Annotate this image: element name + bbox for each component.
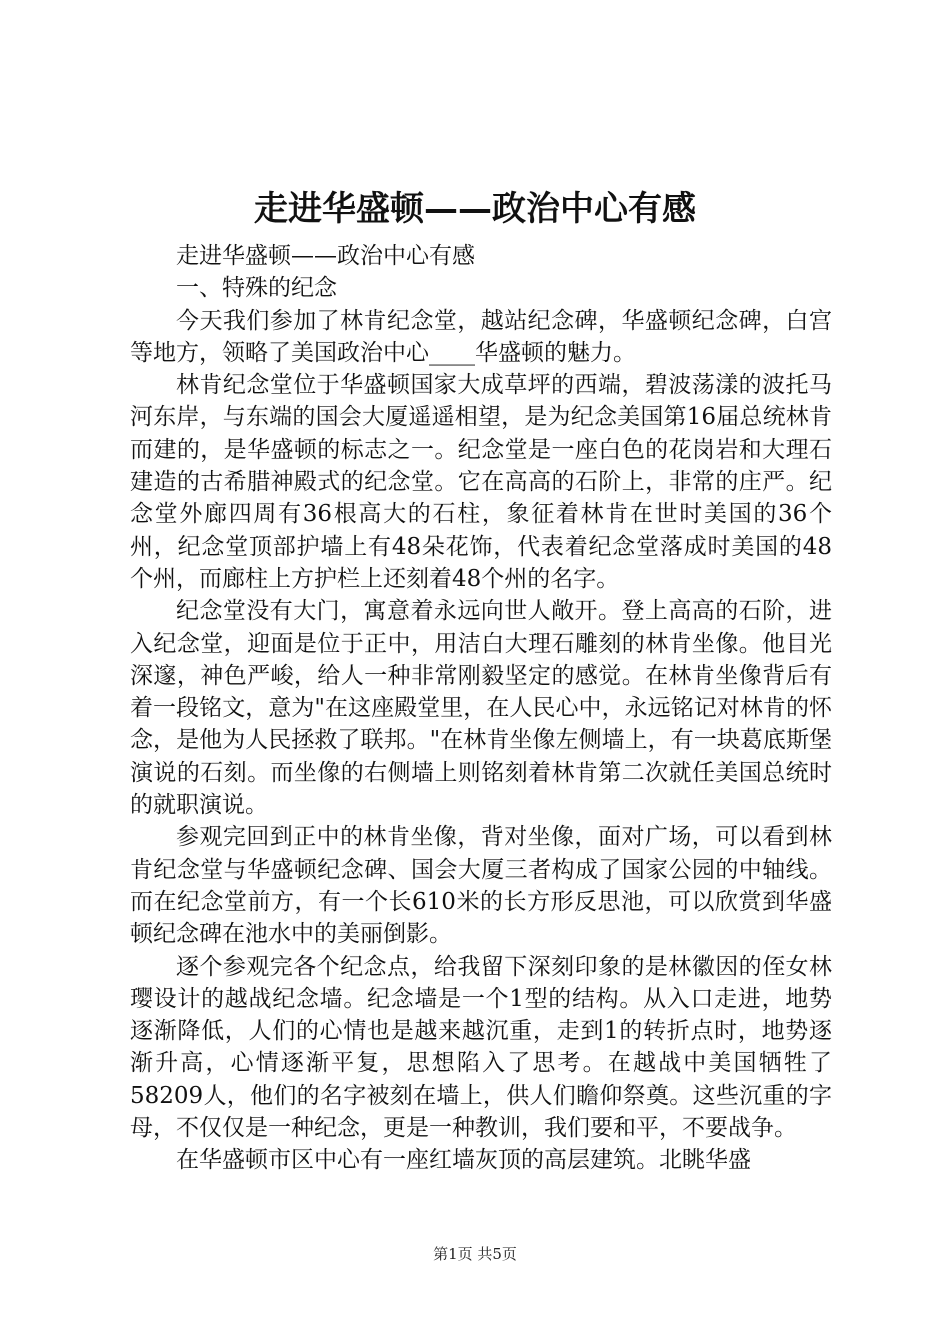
paragraph: 参观完回到正中的林肯坐像，背对坐像，面对广场，可以看到林肯纪念堂与华盛顿纪念碑、国会大厦三者构成了国家公园的中轴线。而在纪念堂前方，有一个长610米的长方形反思池，可以欣赏到华盛顿纪念碑在池水中的美丽倒影。 xyxy=(130,824,832,948)
paragraph: 纪念堂没有大门，寓意着永远向世人敞开。登上高高的石阶，进入纪念堂，迎面是位于正中，用洁白大理石雕刻的林肯坐像。他目光深邃，神色严峻，给人一种非常刚毅坚定的感觉。在林肯坐像背后有着一段铭文，意为"在这座殿堂里，在人民心中，永远铭记对林肯的怀念，是他为人民拯救了联邦。"在林肯坐像左侧墙上，有一块葛底斯堡演说的石刻。而坐像的右侧墙上则铭刻着林肯第二次就任美国总统时的就职演说。 xyxy=(130,598,832,819)
paragraph: 逐个参观完各个纪念点，给我留下深刻印象的是林徽因的侄女林璎设计的越战纪念墙。纪念墙是一个1型的结构。从入口走进，地势逐渐降低，人们的心情也是越来越沉重，走到1的转折点时，地势逐渐升高，心情逐渐平复，思想陷入了思考。在越战中美国牺牲了58209人，他们的名字被刻在墙上，供人们瞻仰祭奠。这些沉重的字母，不仅仅是一种纪念，更是一种教训，我们要和平，不要战争。 xyxy=(130,953,832,1142)
paragraph: 在华盛顿市区中心有一座红墙灰顶的高层建筑。北眺华盛 xyxy=(176,1147,751,1174)
paragraph-section-heading: 一、特殊的纪念 xyxy=(176,275,337,302)
document-title: 走进华盛顿——政治中心有感 xyxy=(254,189,696,229)
paragraph: 今天我们参加了林肯纪念堂，越站纪念碑，华盛顿纪念碑，白宫等地方，领略了美国政治中心____华盛顿的魅力。 xyxy=(130,307,832,366)
paragraph-subtitle: 走进华盛顿——政治中心有感 xyxy=(176,243,475,269)
paragraph: 林肯纪念堂位于华盛顿国家大成草坪的西端，碧波荡漾的波托马河东岸，与东端的国会大厦遥遥相望，是为纪念美国第16届总统林肯而建的，是华盛顿的标志之一。纪念堂是一座白色的花岗岩和大理石建造的古希腊神殿式的纪念堂。它在高高的石阶上，非常的庄严。纪念堂外廊四周有36根高大的石柱，象征着林肯在世时美国的36个州，纪念堂顶部护墙上有48朵花饰，代表着纪念堂落成时美国的48个州，而廊柱上方护栏上还刻着48个州的名字。 xyxy=(130,372,832,592)
document-body xyxy=(130,240,832,1177)
page-footer: 第1页 共5页 xyxy=(433,1245,517,1263)
